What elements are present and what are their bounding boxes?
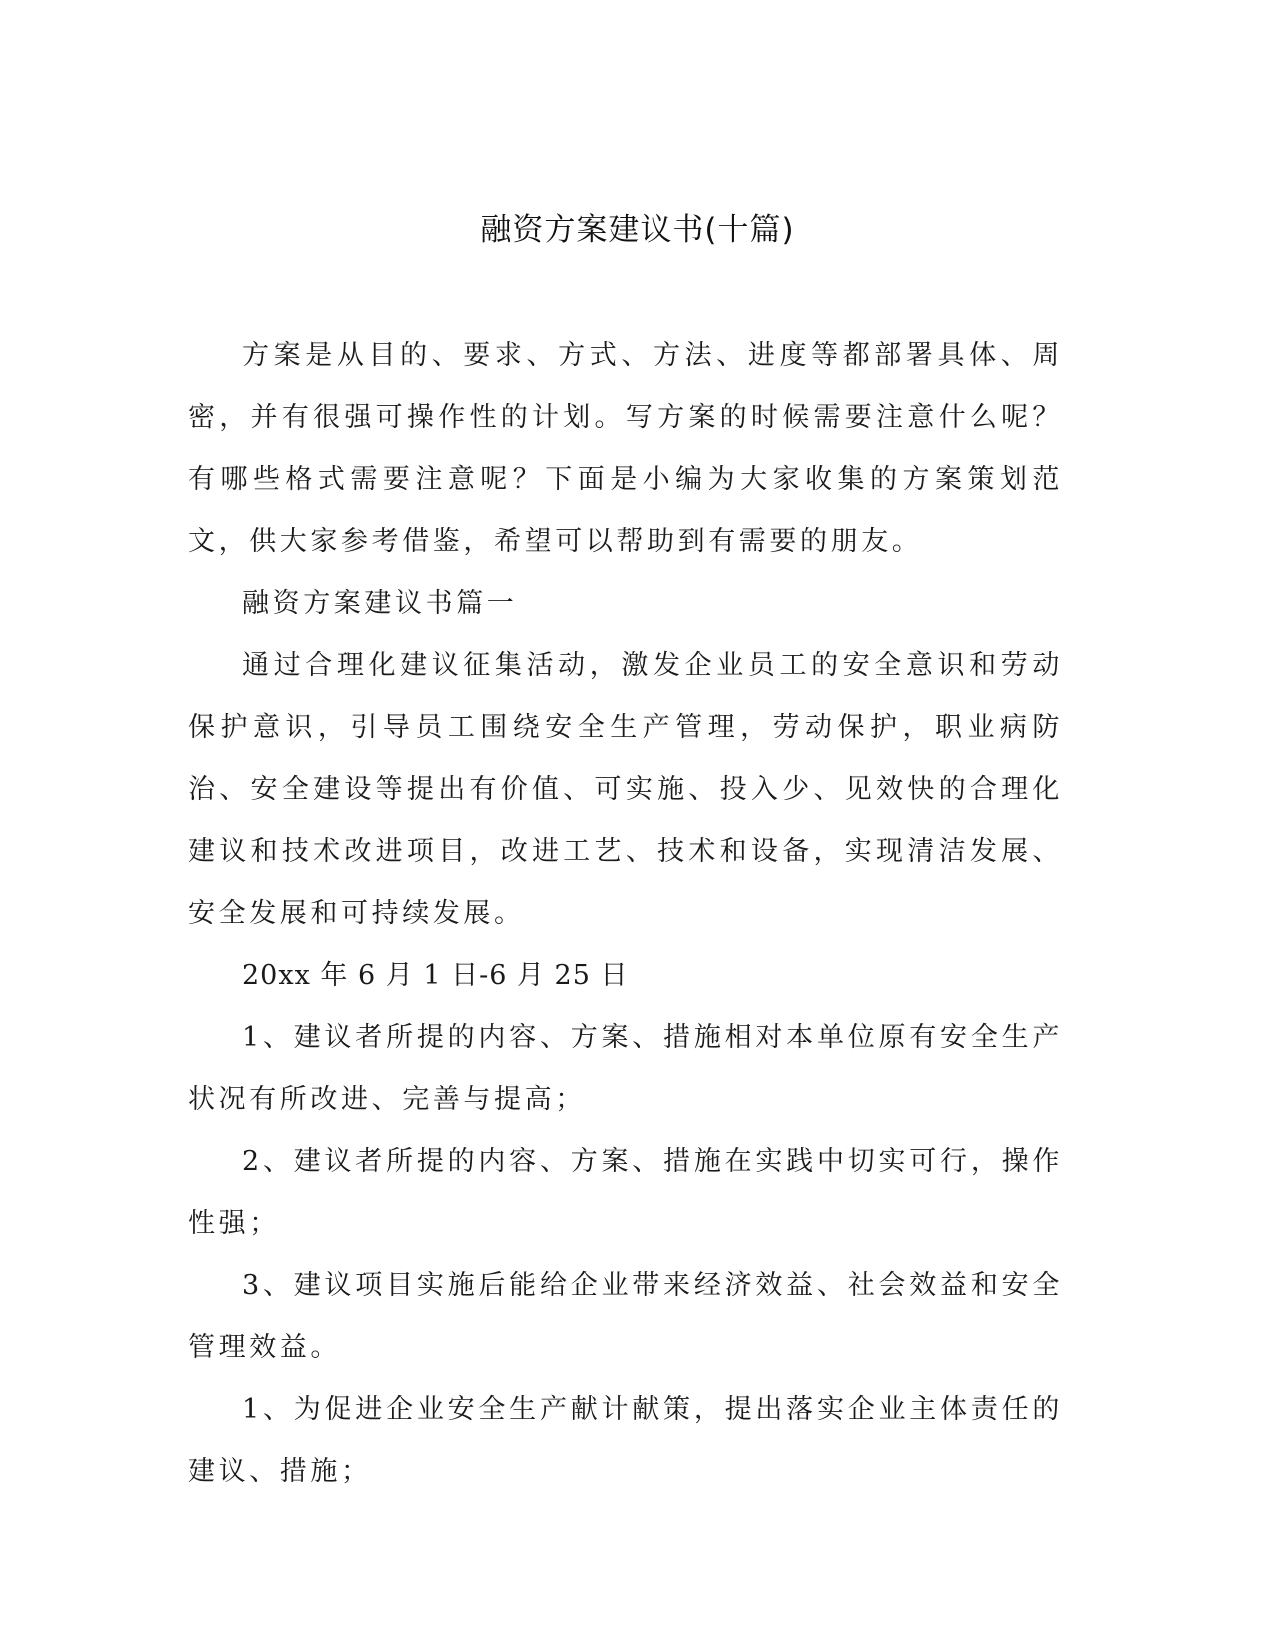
document-title: 融资方案建议书(十篇) — [480, 212, 795, 248]
purpose-paragraph: 通过合理化建议征集活动，激发企业员工的安全意识和劳动保护意识，引导员工围绕安全生产管理，劳动保护，职业病防治、安全建设等提出有价值、可实施、投入少、见效快的合理化建议和技术改进项目，改进工艺、技术和设备，实现清洁发展、安全发展和可持续发展。 — [188, 650, 1063, 929]
intro-paragraph: 方案是从目的、要求、方式、方法、进度等都部署具体、周密，并有很强可操作性的计划。写方案的时候需要注意什么呢？有哪些格式需要注意呢？下面是小编为大家收集的方案策划范文，供大家参考借鉴，希望可以帮助到有需要的朋友。 — [188, 340, 1063, 557]
document-body — [188, 325, 1063, 1503]
criteria-item-3: 3、建议项目实施后能给企业带来经济效益、社会效益和安全管理效益。 — [188, 1270, 1063, 1363]
date-range-paragraph: 20xx 年 6 月 1 日-6 月 25 日 — [242, 960, 629, 991]
section-heading: 融资方案建议书篇一 — [242, 588, 518, 619]
criteria-item-2: 2、建议者所提的内容、方案、措施在实践中切实可行，操作性强； — [188, 1146, 1063, 1239]
scope-item-1: 1、为促进企业安全生产献计献策，提出落实企业主体责任的建议、措施； — [188, 1394, 1063, 1487]
criteria-item-1: 1、建议者所提的内容、方案、措施相对本单位原有安全生产状况有所改进、完善与提高； — [188, 1022, 1063, 1115]
